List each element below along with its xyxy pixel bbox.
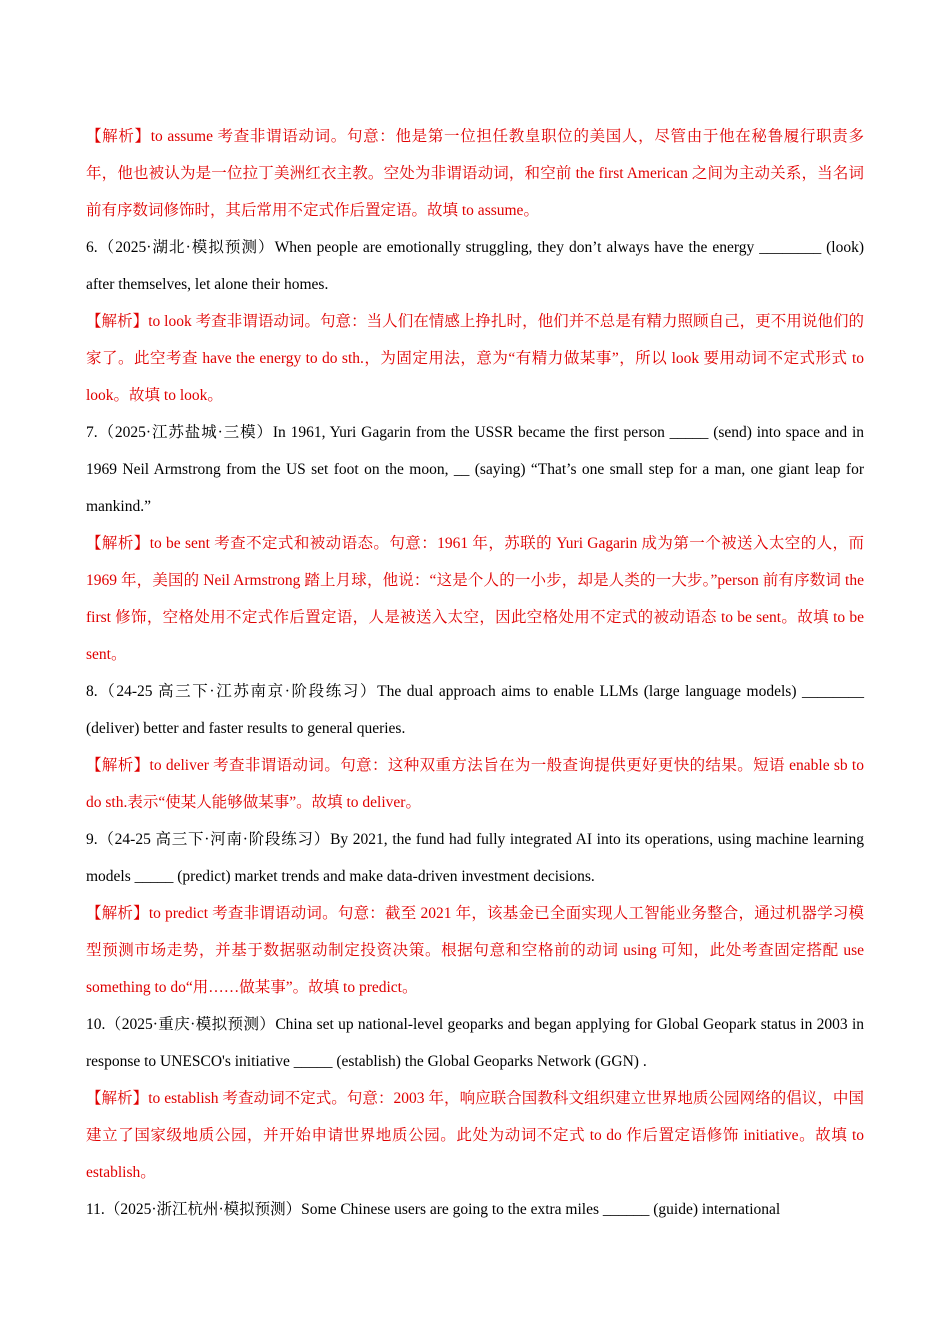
question-text: By 2021, the fund had fully integrated AI into its operations, using machine learning models _____ (predict) market trends and make data-driven investment decisions. [86, 831, 864, 885]
analysis-text: to look 考查非谓语动词。句意：当人们在情感上挣扎时，他们并不总是有精力照顾自己，更不用说他们的家了。此空考查 have the energy to do sth.，为固定用法，意为“有精力做某事”，所以 look 要用动词不定式形式 to look。故填 to look。 [86, 313, 864, 404]
question-text: The dual approach aims to enable LLMs (large language models) ________ (deliver) better and faster results to general queries. [86, 683, 864, 737]
question-11 [86, 1191, 864, 1228]
question-text: In 1961, Yuri Gagarin from the USSR became the first person _____ (send) into space and in 1969 Neil Armstrong from the US set foot on the moon, __ (saying) “That’s one small step for a man, one giant leap for mankind.” [86, 424, 865, 515]
question-number: 11. [86, 1201, 105, 1218]
analysis-text: to assume 考查非谓语动词。句意：他是第一位担任教皇职位的美国人，尽管由于他在秘鲁履行职责多年，他也被认为是一位拉丁美洲红衣主教。空处为非谓语动词，和空前 the first American 之间为主动关系，当名词前有序数词修饰时，其后常用不定式作后置定语。故填 to assume。 [86, 128, 864, 219]
analysis-block-7 [86, 525, 864, 673]
question-6 [86, 229, 864, 303]
analysis-label: 【解析】 [86, 313, 149, 330]
document-page [86, 118, 864, 1228]
analysis-label: 【解析】 [86, 905, 149, 922]
question-text: Some Chinese users are going to the extra miles ______ (guide) international [301, 1201, 781, 1218]
question-source: （2025·浙江杭州·模拟预测） [104, 1201, 302, 1218]
question-source: （2025·湖北·模拟预测） [97, 239, 275, 256]
analysis-text: to establish 考查动词不定式。句意：2003 年，响应联合国教科文组织建立世界地质公园网络的倡议，中国建立了国家级地质公园，并开始申请世界地质公园。此处为动词不定式 to do 作后置定语修饰 initiative。故填 to establish。 [86, 1090, 864, 1181]
analysis-text: to be sent 考查不定式和被动语态。句意：1961 年，苏联的 Yuri Gagarin 成为第一个被送入太空的人，而 1969 年，美国的 Neil Armstrong 踏上月球，他说：“这是个人的一小步，却是人类的一大步。”person 前有序数词 the first 修饰，空格处用不定式作后置定语，人是被送入太空，因此空格处用不定式的被动语态 to be sent。故填 to be sent。 [86, 535, 864, 663]
analysis-label: 【解析】 [86, 128, 151, 145]
analysis-text: to deliver 考查非谓语动词。句意：这种双重方法旨在为一般查询提供更好更快的结果。短语 enable sb to do sth.表示“使某人能够做某事”。故填 to deliver。 [86, 757, 864, 811]
analysis-block-10 [86, 1080, 864, 1191]
analysis-block-8 [86, 747, 864, 821]
question-source: （2025·重庆·模拟预测） [105, 1016, 276, 1033]
question-text: China set up national-level geoparks and began applying for Global Geopark status in 2003 in response to UNESCO's initiative _____ (establish) the Global Geoparks Network (GGN) . [86, 1016, 864, 1070]
question-source: （24-25 高三下·江苏南京·阶段练习） [97, 683, 378, 700]
question-number: 8. [86, 683, 98, 700]
analysis-block-5 [86, 118, 864, 229]
analysis-label: 【解析】 [86, 1090, 149, 1107]
question-number: 10. [86, 1016, 106, 1033]
question-7 [86, 414, 864, 525]
question-number: 9. [86, 831, 98, 848]
question-9 [86, 821, 864, 895]
analysis-label: 【解析】 [86, 535, 150, 552]
question-text: When people are emotionally struggling, they don’t always have the energy ________ (look) after themselves, let alone their homes. [86, 239, 865, 293]
question-number: 6. [86, 239, 98, 256]
analysis-label: 【解析】 [86, 757, 150, 774]
question-source: （2025·江苏盐城·三模） [97, 424, 273, 441]
question-10 [86, 1006, 864, 1080]
analysis-block-6 [86, 303, 864, 414]
question-8 [86, 673, 864, 747]
question-source: （24-25 高三下·河南·阶段练习） [97, 831, 331, 848]
question-number: 7. [86, 424, 98, 441]
analysis-text: to predict 考查非谓语动词。句意：截至 2021 年，该基金已全面实现人工智能业务整合，通过机器学习模型预测市场走势，并基于数据驱动制定投资决策。根据句意和空格前的动词 using 可知，此处考查固定搭配 use something to do“用……做某事”。故填 to predict。 [86, 905, 864, 996]
analysis-block-9 [86, 895, 864, 1006]
